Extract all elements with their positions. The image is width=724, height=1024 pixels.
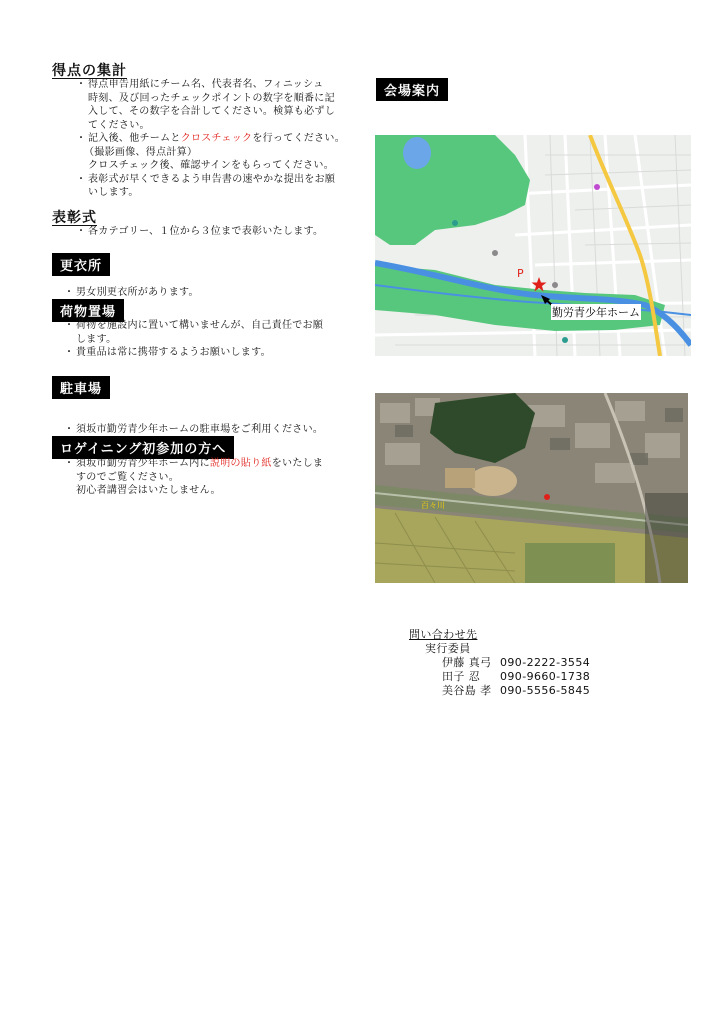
contact-name: 田子 忍 xyxy=(442,670,481,683)
list-item: ・ 得点申告用紙にチーム名、代表者名、フィニッシュ 時刻、及び回ったチェックポイントの数字を順番に記 入して、その数字を合計してください。検算も必ずし てください。 xyxy=(78,78,360,132)
list-note: （撮影画像、得点計算） xyxy=(84,146,198,158)
contact-phone: 090-2222-3554 xyxy=(500,656,591,669)
list-item: ・ 荷物を施設内に置いて構いませんが、自己責任でお願 します。 xyxy=(66,319,362,346)
section-heading-baggage: 荷物置場 xyxy=(52,299,124,322)
parking-text: ・ 須坂市勤労青少年ホームの駐車場をご利用ください。 xyxy=(66,423,372,437)
list-item: ・ 表彰式が早くできるよう申告書の速やかな提出をお願 いします。 xyxy=(78,173,360,200)
notice-highlight: 説明の貼り紙 xyxy=(209,458,272,469)
venue-map-label: 勤労青少年ホーム xyxy=(552,306,640,319)
baggage-list xyxy=(66,319,362,360)
parking-marker-label: P xyxy=(517,267,524,280)
scoring-list xyxy=(78,78,360,200)
contact-row xyxy=(442,670,590,684)
aerial-river-label: 百々川 xyxy=(421,501,445,510)
street-map-graphic xyxy=(375,135,691,356)
section-heading-changing: 更衣所 xyxy=(52,253,110,276)
section-heading-beginners: ロゲイニング初参加の方へ xyxy=(52,436,234,459)
section-heading-parking: 駐車場 xyxy=(52,376,110,399)
list-item: ・ 記入後、他チームとクロスチェックを行ってください。 xyxy=(78,132,360,146)
section-heading-venue: 会場案内 xyxy=(376,78,448,101)
contact-name: 美谷島 孝 xyxy=(442,684,492,697)
aerial-photo-graphic xyxy=(375,393,688,583)
section-heading-awards: 表彰式 xyxy=(52,210,97,226)
aerial-photo xyxy=(375,393,688,583)
contact-block xyxy=(409,628,590,698)
contact-row xyxy=(442,656,590,670)
contact-name: 伊藤 真弓 xyxy=(442,656,492,669)
list-item: ・ 貴重品は常に携帯するようお願いします。 xyxy=(66,346,362,360)
contact-row xyxy=(442,684,590,698)
venue-map xyxy=(375,135,691,356)
list-note: クロスチェック後、確認サインをもらってください。 xyxy=(88,160,334,171)
changing-text: ・ 男女別更衣所があります。 xyxy=(66,286,366,300)
contact-heading: 問い合わせ先 xyxy=(409,628,478,641)
section-heading-scoring: 得点の集計 xyxy=(52,63,127,79)
awards-text: ・ 各カテゴリー、１位から３位まで表彰いたします。 xyxy=(78,225,378,239)
beginners-text: ・ 須坂市勤労青少年ホーム内に説明の貼り紙をいたしま すのでご覧ください。 初心者講習会はいたしません。 xyxy=(66,457,362,498)
cross-check-highlight: クロスチェック xyxy=(180,133,253,144)
contact-committee: 実行委員 xyxy=(425,642,471,655)
contact-phone: 090-5556-5845 xyxy=(500,684,591,697)
contact-phone: 090-9660-1738 xyxy=(500,670,591,683)
